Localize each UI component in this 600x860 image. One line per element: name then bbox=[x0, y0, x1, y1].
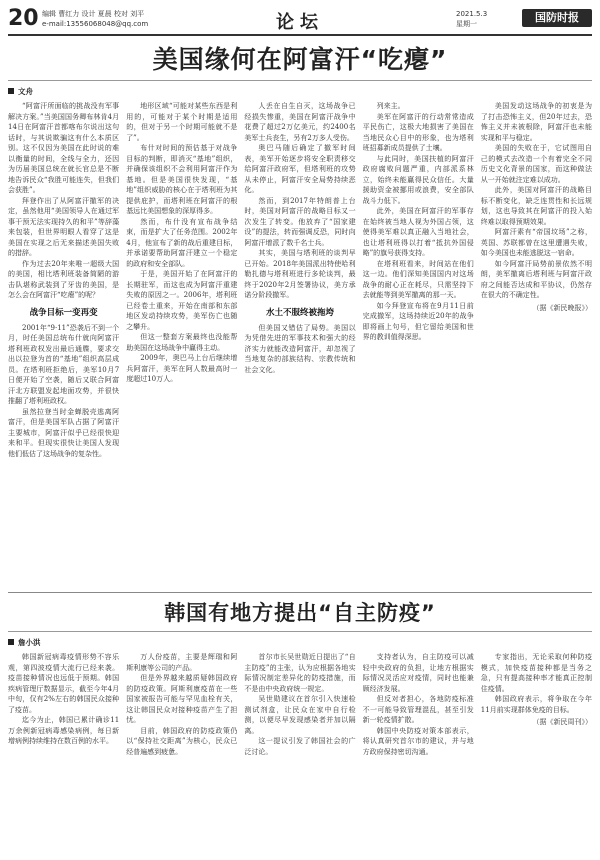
paragraph: 地形区域“可能对某些东西是利用的，可能对于某个时期是适用的，但对于另一个时期可能就不是了”。 bbox=[126, 102, 238, 142]
paragraph: 2001年“9·11”恐袭后不到一个月，时任美国总统布什就向阿富汗塔利班政权发出最后通牒，要求交出以拉登为首的“基地”组织高层成员。在塔利班拒绝后，美军10月7日便开始了空袭，随后又联合阿富汗北方联盟发起地面攻势，并很快推翻了塔利班政权。 bbox=[8, 323, 120, 405]
paragraph: 美军在阿富汗的行动常常造成平民伤亡，这极大地损害了美国在当地民众心目中的形象，也为塔利班招募新成员提供了土壤。 bbox=[362, 112, 474, 152]
paragraph: 支持者认为，自主防疫可以减轻中央政府的负担，让地方根据实际情况灵活应对疫情，同时也能兼顾经济发展。 bbox=[362, 653, 474, 693]
paragraph: 2009年，奥巴马上台后继续增兵阿富汗，美军在阿人数最高时一度超过10万人。 bbox=[126, 354, 238, 383]
paragraph: “阿富汗所面临的挑战没有军事解决方案。”当美国国务卿布林肯4月14日在阿富汗首都喀布尔说出这句话时，与其说欺骗这有什么本质区别。这不仅因为美国在此时说的难以衡量的时间，全线与全力，还因为历届美国总统在就长官总是不断地告诉民众“我胜可能连失，但我们会获胜”。 bbox=[8, 102, 120, 194]
editor-credits bbox=[42, 9, 148, 29]
text-column bbox=[481, 101, 592, 588]
paragraph: 迄今为止，韩国已累计确诊11万余例新冠病毒感染病例，每日新增病例持续维持在数百例的水平。 bbox=[8, 716, 120, 745]
subheading: 水土不服终被拖垮 bbox=[265, 307, 334, 318]
paragraph: 韩国政府表示，将争取在今年11月前实现群体免疫的目标。 bbox=[480, 695, 592, 714]
subheading: 战争目标一变再变 bbox=[29, 307, 98, 318]
newspaper-logo: 国防时报 bbox=[522, 9, 592, 27]
text-column bbox=[363, 101, 474, 588]
article2-columns bbox=[8, 652, 592, 860]
credits-email: e-mail:13556068048@qq.com bbox=[42, 20, 149, 28]
article2 bbox=[8, 631, 592, 860]
paragraph: 在塔利班看来，时间站在他们这一边。他们深知美国国内对这场战争的耐心正在耗尽，只需坚持下去就能等到美军撤离的那一天。 bbox=[362, 259, 474, 299]
paragraph: 万人份疫苗，主要是辉瑞和阿斯利康等公司的产品。 bbox=[126, 653, 238, 672]
paragraph: 韩国新冠病毒疫情形势不容乐观，第四波疫情大流行已经来袭。疫苗接种情况也远低于预期。韩国疾病管理厅数据显示，截至今年4月中旬，仅有2%左右的韩国民众接种了疫苗。 bbox=[8, 653, 120, 714]
article2-byline bbox=[8, 637, 592, 648]
paragraph: 但美国又错估了局势。美国以为凭借先进的军事技术和强大的经济实力就能改造阿富汗，却忽视了当地复杂的部族结构、宗教传统和社会文化。 bbox=[244, 323, 356, 374]
issue-date bbox=[456, 9, 487, 29]
paragraph: 布什对时间的预估基于对战争目标的判断，即消灭“基地”组织，并确保该组织不会利用阿富汗作为基地。但是美国很快发现，“基地”组织威胁的核心在于塔利班为其提供庇护，而塔利班在阿富汗的根基远比美国想象的深厚得多。 bbox=[126, 144, 238, 215]
text-column bbox=[126, 652, 237, 860]
paragraph: 但这一整套方案最终也没能帮助美国在这场战争中赢得主动。 bbox=[126, 333, 238, 352]
paragraph: 其实，美国与塔利班的谈判早已开始。2018年美国派出特使哈利勒扎德与塔利班进行多轮谈判，最终于2020年2月签署协议，美方承诺分阶段撤军。 bbox=[244, 249, 356, 299]
issue-weekday: 星期一 bbox=[456, 20, 477, 28]
article1-headline: 美国缘何在阿富汗“吃瘪” bbox=[152, 45, 448, 74]
paragraph: 阿富汗素有“帝国坟场”之称，英国、苏联都曾在这里遭遇失败，如今美国也未能逃脱这一宿命。 bbox=[480, 228, 592, 257]
paragraph: 此外，美国在阿富汗的军事存在始终被当地人视为外国占领，这使得美军难以真正融入当地社会，也让塔利班得以打着“抵抗外国侵略”的旗号获得支持。 bbox=[362, 207, 474, 257]
section-title: 论坛 bbox=[276, 12, 324, 33]
paragraph: 奥巴马随后确定了撤军时间表，美军开始逐步将安全职责移交给阿富汗政府军，但塔利班的攻势从未停止，阿富汗安全局势持续恶化。 bbox=[244, 144, 356, 194]
paragraph: 美国的失败在于，它试图用自己的模式去改造一个有着完全不同历史文化背景的国家，而这种做法从一开始就注定难以成功。 bbox=[480, 144, 592, 184]
text-column bbox=[8, 652, 119, 860]
article1-author: 文舟 bbox=[18, 87, 33, 96]
paragraph: 作为过去20年来唯一超级大国的美国，相比塔利班装备简陋的游击队堪称武装到了牙齿的美国，是怎么会在阿富汗“吃瘪”的呢？ bbox=[8, 259, 120, 299]
paragraph: 虽然拉登当时金蝉脱壳逃离阿富汗，但是美国军队占据了阿富汗主要城市，阿富汗似乎已经很快迎来和平。但现实很快让美国人发现他们低估了这场战争的复杂性。 bbox=[8, 407, 120, 458]
text-column bbox=[244, 652, 355, 860]
paragraph: 如今拜登宣布将在9月11日前完成撤军，这场持续近20年的战争即将画上句号，但它留给美国和世界的教训值得深思。 bbox=[362, 301, 474, 341]
credits-names: 编辑 曹红力 设计 夏晨 校对 刘平 bbox=[42, 10, 145, 18]
masthead bbox=[8, 6, 592, 36]
article2-author: 詹小洪 bbox=[18, 638, 41, 647]
paragraph: 此外，美国对阿富汗的战略目标不断变化，缺乏连贯性和长远规划，这也导致其在阿富汗的投入始终难以取得预期效果。 bbox=[480, 186, 592, 226]
source-credit: （据《新民周刊》） bbox=[532, 718, 592, 726]
text-column bbox=[244, 101, 355, 588]
paragraph: 人丢在自生自灭，这场战争已经损失惨重，美国在阿富汗战争中花费了超过2万亿美元，约2400名美军士兵丧生，另有2万多人受伤。 bbox=[244, 102, 356, 142]
paragraph: 吴世勋建议在首尔引入快速检测试剂盒，让民众在家中自行检测，以便尽早发现感染者并加以隔离。 bbox=[244, 695, 356, 735]
byline-square-icon bbox=[8, 639, 14, 645]
paragraph: 与此同时，美国扶植的阿富汗政府腐败问题严重，内部派系林立，始终未能赢得民众信任。大量援助资金被挪用或浪费，安全部队战斗力低下。 bbox=[362, 154, 474, 205]
text-column bbox=[126, 101, 237, 588]
text-column bbox=[8, 101, 119, 588]
source-credit: （据《新民晚报》） bbox=[532, 303, 592, 312]
paragraph: 拜登作出了从阿富汗撤军的决定，虽然他用“美国领导人在通过军事干预无法实现持久的和平”等辞藻来包装，但世界明眼人看穿了这是美国在实现之后无来描述美国失败的措辞。 bbox=[8, 196, 120, 257]
paragraph: 但反对者担心，各地防疫标准不一可能导致管理混乱，甚至引发新一轮疫情扩散。 bbox=[362, 695, 474, 724]
paragraph: 韩国中央防疫对策本部表示，将认真研究首尔市的建议，并与地方政府保持密切沟通。 bbox=[362, 726, 474, 756]
paragraph: 列来主。 bbox=[376, 102, 405, 110]
article1-columns bbox=[8, 101, 592, 588]
issue-date-value: 2021.5.3 bbox=[456, 10, 488, 18]
paragraph: 目前，韩国政府的防疫政策仍以“保持社交距离”为核心，民众已经普遍感到疲惫。 bbox=[126, 726, 238, 756]
paragraph: 然而，布什没有宣布战争结束，而是扩大了任务范围。2002年4月，他宣布了新的战后重建目标，并承诺要帮助阿富汗建立一个稳定的政府和安全部队。 bbox=[126, 217, 238, 268]
paragraph: 如今阿富汗局势前景依然不明朗，美军撤离后塔利班与阿富汗政府之间能否达成和平协议，仍然存在很大的不确定性。 bbox=[480, 259, 592, 299]
paragraph: 专家指出，无论采取何种防疫模式，加快疫苗接种都是当务之急，只有提高接种率才能真正控制住疫情。 bbox=[480, 653, 592, 693]
paragraph: 但是外界越来越质疑韩国政府的防疫政策。阿斯利康疫苗在一些国家被报告可能与罕见血栓有关，这让韩国民众对接种疫苗产生了担忧。 bbox=[126, 674, 238, 724]
paragraph: 这一提议引发了韩国社会的广泛讨论。 bbox=[244, 737, 356, 756]
article1 bbox=[8, 80, 592, 588]
text-column bbox=[363, 652, 474, 860]
paragraph: 美国发动这场战争的初衷是为了打击恐怖主义，但20年过去，恐怖主义并未被根除，阿富汗也未能实现和平与稳定。 bbox=[480, 102, 592, 142]
paragraph: 首尔市长吴世勋近日提出了“自主防疫”的主张，认为应根据各地实际情况制定差异化的防疫措施，而不是由中央政府统一规定。 bbox=[244, 653, 356, 693]
byline-square-icon bbox=[8, 88, 14, 94]
paragraph: 于是，美国开始了在阿富汗的长期驻军，而这也成为阿富汗重建失败的原因之一。2006年，塔利班已经卷土重来，开始在南部和东部地区发动持续攻势，美军伤亡也随之攀升。 bbox=[126, 270, 238, 331]
article2-headline: 韩国有地方提出“自主防疫” bbox=[164, 601, 436, 625]
paragraph: 然而，到2017年特朗普上台时，美国对阿富汗的战略目标又一次发生了转变。他放弃了“国家建设”的提法，转而强调反恐，同时向阿富汗增派了数千名士兵。 bbox=[244, 196, 356, 247]
article1-byline bbox=[8, 86, 592, 97]
page-number: 20 bbox=[8, 6, 39, 31]
article-divider bbox=[8, 592, 592, 593]
text-column bbox=[481, 652, 592, 860]
